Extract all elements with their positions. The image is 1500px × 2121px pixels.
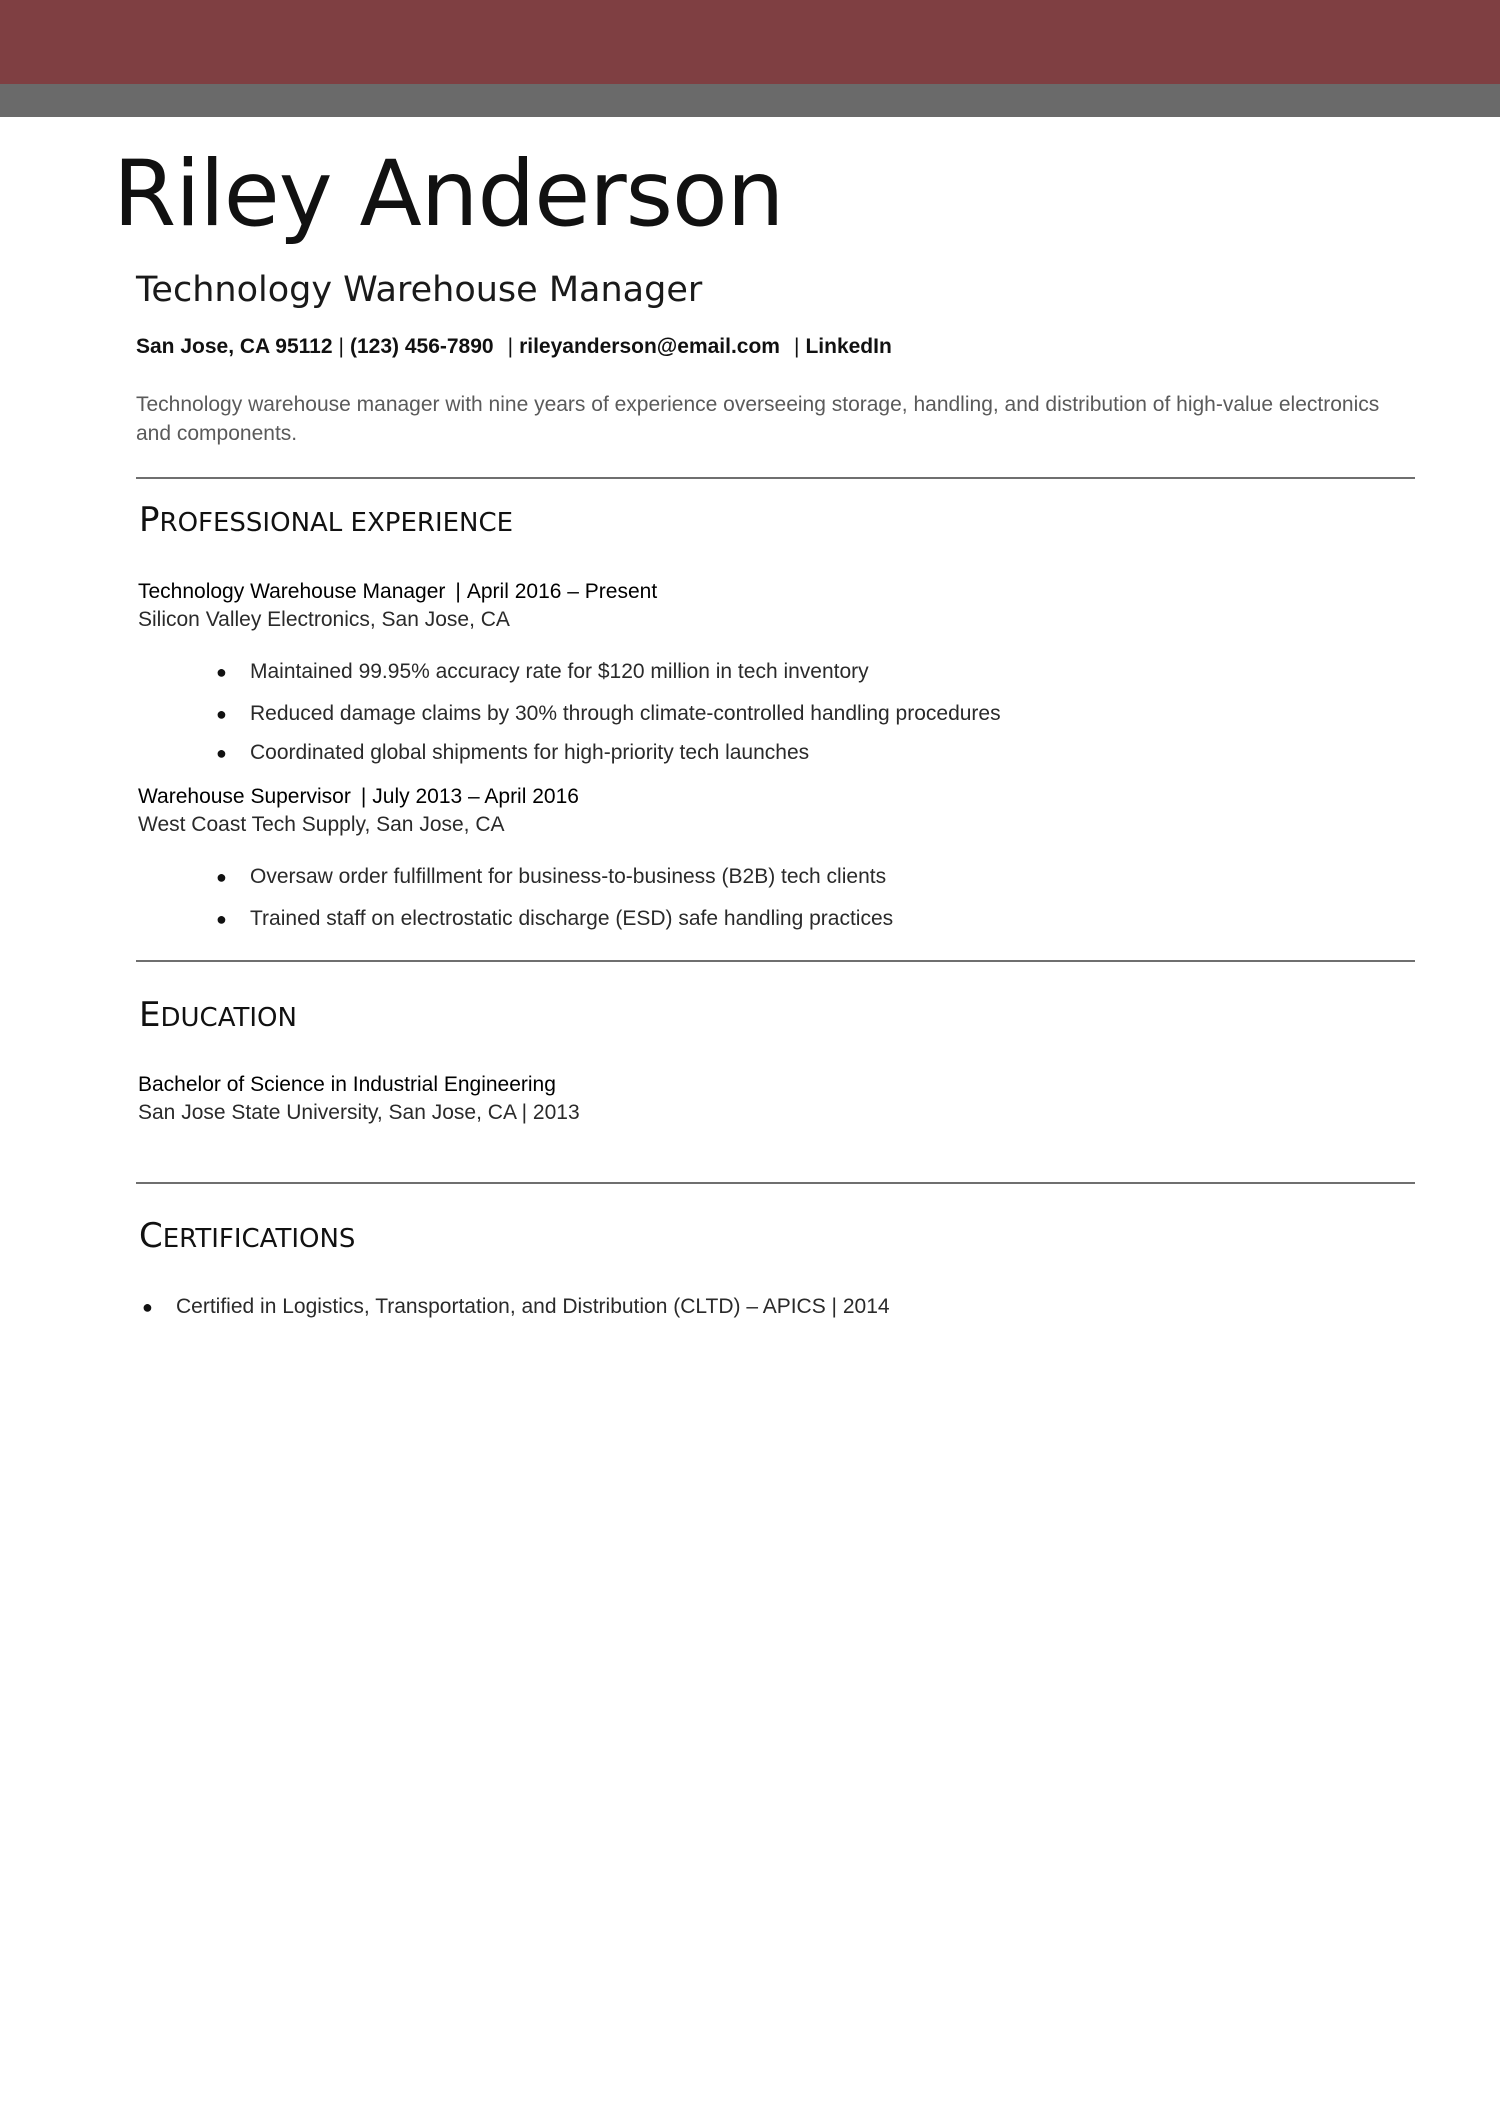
contact-phone: (123) 456-7890	[349, 335, 494, 358]
candidate-name: Riley Anderson	[113, 142, 784, 247]
list-item	[216, 905, 894, 933]
header-color-band	[0, 0, 1500, 84]
list-item-text: Oversaw order fulfillment for business-to-business (B2B) tech clients	[250, 865, 887, 888]
list-item-text: Certified in Logistics, Transportation, and Distribution (CLTD) – APICS | 2014	[176, 1295, 890, 1318]
header-gray-band	[0, 84, 1500, 117]
section-divider	[136, 1182, 1415, 1184]
list-item-text: Maintained 99.95% accuracy rate for $120 million in tech inventory	[250, 660, 869, 683]
list-item-text: Reduced damage claims by 30% through climate-controlled handling procedures	[250, 702, 1001, 725]
section-title-certifications: CERTIFICATIONS	[139, 1216, 356, 1256]
list-item-text: Coordinated global shipments for high-priority tech launches	[250, 741, 810, 764]
bullet-icon: ●	[216, 743, 227, 763]
job-title: Technology Warehouse Manager	[136, 270, 703, 310]
job-entry-title: Technology Warehouse Manager | April 2016 – Present	[138, 580, 658, 603]
job-position: Warehouse Supervisor	[138, 785, 351, 808]
contact-location: San Jose, CA 95112	[136, 335, 333, 358]
job-company: Silicon Valley Electronics, San Jose, CA	[138, 608, 510, 631]
section-title-experience: PROFESSIONAL EXPERIENCE	[139, 500, 514, 540]
section-divider	[136, 477, 1415, 479]
list-item	[216, 863, 887, 891]
job-dates: July 2013 – April 2016	[372, 785, 579, 808]
linkedin-link[interactable]: LinkedIn	[805, 335, 892, 358]
list-item	[216, 739, 810, 767]
list-item	[142, 1293, 890, 1321]
bullet-icon: ●	[216, 867, 227, 887]
education-school: San Jose State University, San Jose, CA | 2013	[138, 1101, 580, 1124]
contact-separator: |	[338, 335, 344, 358]
bullet-icon: ●	[142, 1297, 153, 1317]
bullet-icon: ●	[216, 704, 227, 724]
contact-separator: |	[507, 335, 514, 358]
list-item	[216, 700, 1001, 728]
contact-line	[136, 332, 892, 362]
contact-separator: |	[793, 335, 800, 358]
job-entry-title: Warehouse Supervisor | July 2013 – April 2016	[138, 785, 579, 808]
education-degree: Bachelor of Science in Industrial Engineering	[138, 1073, 556, 1096]
contact-email[interactable]: rileyanderson@email.com	[519, 335, 780, 358]
job-company: West Coast Tech Supply, San Jose, CA	[138, 813, 505, 836]
list-item-text: Trained staff on electrostatic discharge (ESD) safe handling practices	[250, 907, 894, 930]
section-title-education: EDUCATION	[139, 995, 297, 1035]
section-divider	[136, 960, 1415, 962]
job-position: Technology Warehouse Manager	[138, 580, 446, 603]
bullet-icon: ●	[216, 909, 227, 929]
job-dates: April 2016 – Present	[466, 580, 658, 603]
list-item	[216, 658, 869, 686]
professional-summary: Technology warehouse manager with nine years of experience overseeing storage, handling, and distribution of high-value electronics and components.	[136, 393, 1380, 445]
bullet-icon: ●	[216, 662, 227, 682]
